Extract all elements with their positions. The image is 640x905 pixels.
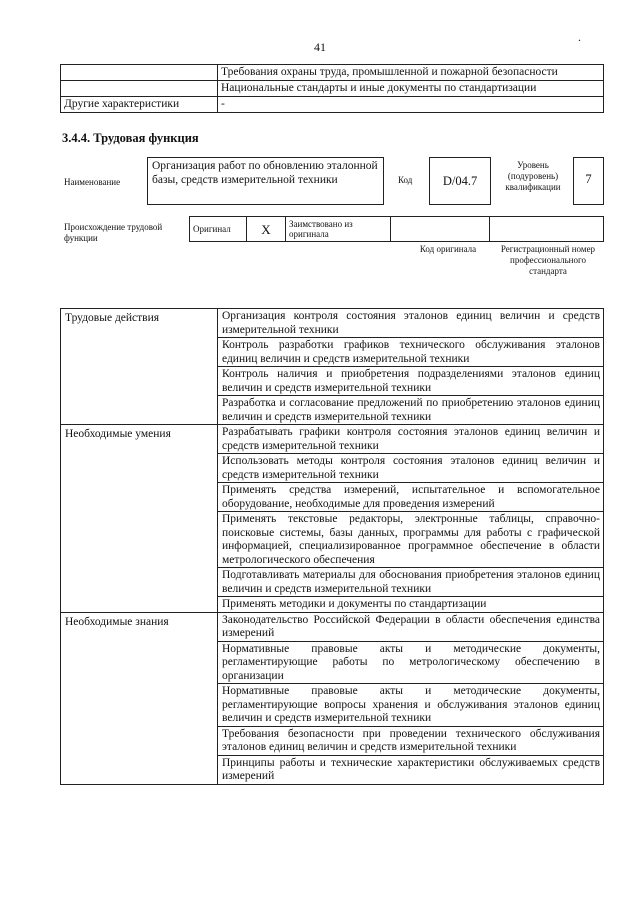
row-label: [61, 81, 218, 97]
table-cell: Применять методики и документы по стандартизации: [218, 597, 604, 613]
table-cell: Применять средства измерений, испытательное и вспомогательное оборудование, необходимые для проведения измерений: [218, 483, 604, 512]
original-code-cell: [391, 217, 490, 242]
row-value: Требования охраны труда, промышленной и пожарной безопасности: [218, 65, 604, 81]
table-row: [190, 217, 604, 242]
row-value: -: [218, 97, 604, 113]
original-label: Оригинал: [190, 217, 247, 242]
table-row: [61, 97, 604, 113]
table-cell: Принципы работы и технические характеристики обслуживаемых средств измерений: [218, 755, 604, 784]
registration-number-cell: [490, 217, 604, 242]
function-details-table: [60, 308, 604, 785]
table-cell: Использовать методы контроля состояния эталонов единиц величин и средств измерительной техники: [218, 454, 604, 483]
table-row: [61, 81, 604, 97]
section-title: 3.4.4. Трудовая функция: [62, 131, 199, 145]
table-cell: Применять текстовые редакторы, электронные таблицы, справочно-поисковые системы, базы данных, программы для работы с графической информацией, специализированное программное обеспечение в области метрологического обеспечения: [218, 512, 604, 568]
original-mark: X: [247, 217, 286, 242]
origin-table: [189, 216, 604, 242]
level-label: Уровень (подуровень) квалификации: [505, 160, 561, 192]
table-cell: Контроль разработки графиков технического обслуживания эталонов единиц величин и средств измерительной техники: [218, 338, 604, 367]
table-cell: Подготавливать материалы для обоснования приобретения эталонов единиц величин и средств измерительной техники: [218, 568, 604, 597]
origin-label: Происхождение трудовой функции: [64, 222, 163, 243]
group-header: Трудовые действия: [61, 309, 218, 425]
name-label: Наименование: [64, 177, 121, 187]
original-code-caption: Код оригинала: [419, 244, 477, 254]
table-row: [61, 612, 604, 641]
group-header: Необходимые умения: [61, 425, 218, 613]
table-cell: Нормативные правовые акты и методические документы, регламентирующие работы по метрологическому обеспечению в организации: [218, 641, 604, 684]
registration-caption: Регистрационный номер профессионального стандарта: [500, 244, 596, 276]
table-cell: Разработка и согласование предложений по приобретению эталонов единиц величин и средств измерительной техники: [218, 396, 604, 425]
borrowed-label: Заимствовано из оригинала: [286, 217, 391, 242]
table-cell: Разрабатывать графики контроля состояния эталонов единиц величин и средств измерительной техники: [218, 425, 604, 454]
page-number: 41: [314, 40, 326, 54]
table-row: [61, 309, 604, 338]
row-label: [61, 65, 218, 81]
table-cell: Требования безопасности при проведении технического обслуживания эталонов единиц величин и средств измерительной техники: [218, 726, 604, 755]
table-row: [61, 65, 604, 81]
table-cell: Контроль наличия и приобретения подразделениями эталонов единиц величин и средств измерительной техники: [218, 367, 604, 396]
group-header: Необходимые знания: [61, 612, 218, 784]
level-value: 7: [573, 157, 604, 205]
row-label: Другие характеристики: [61, 97, 218, 113]
table-row: [61, 425, 604, 454]
table-cell: Законодательство Российской Федерации в области обеспечения единства измерений: [218, 612, 604, 641]
function-code-value: D/04.7: [429, 157, 491, 205]
table-cell: Нормативные правовые акты и методические документы, регламентирующие вопросы хранения и обслуживания эталонов единиц величин и средств измерительной техники: [218, 684, 604, 727]
code-label: Код: [398, 175, 413, 185]
page-mark: .: [578, 30, 581, 44]
table-cell: Организация контроля состояния эталонов единиц величин и средств измерительной техники: [218, 309, 604, 338]
row-value: Национальные стандарты и иные документы по стандартизации: [218, 81, 604, 97]
function-name-value: Организация работ по обновлению эталонной базы, средств измерительной техники: [147, 157, 384, 205]
characteristics-table: [60, 64, 604, 113]
